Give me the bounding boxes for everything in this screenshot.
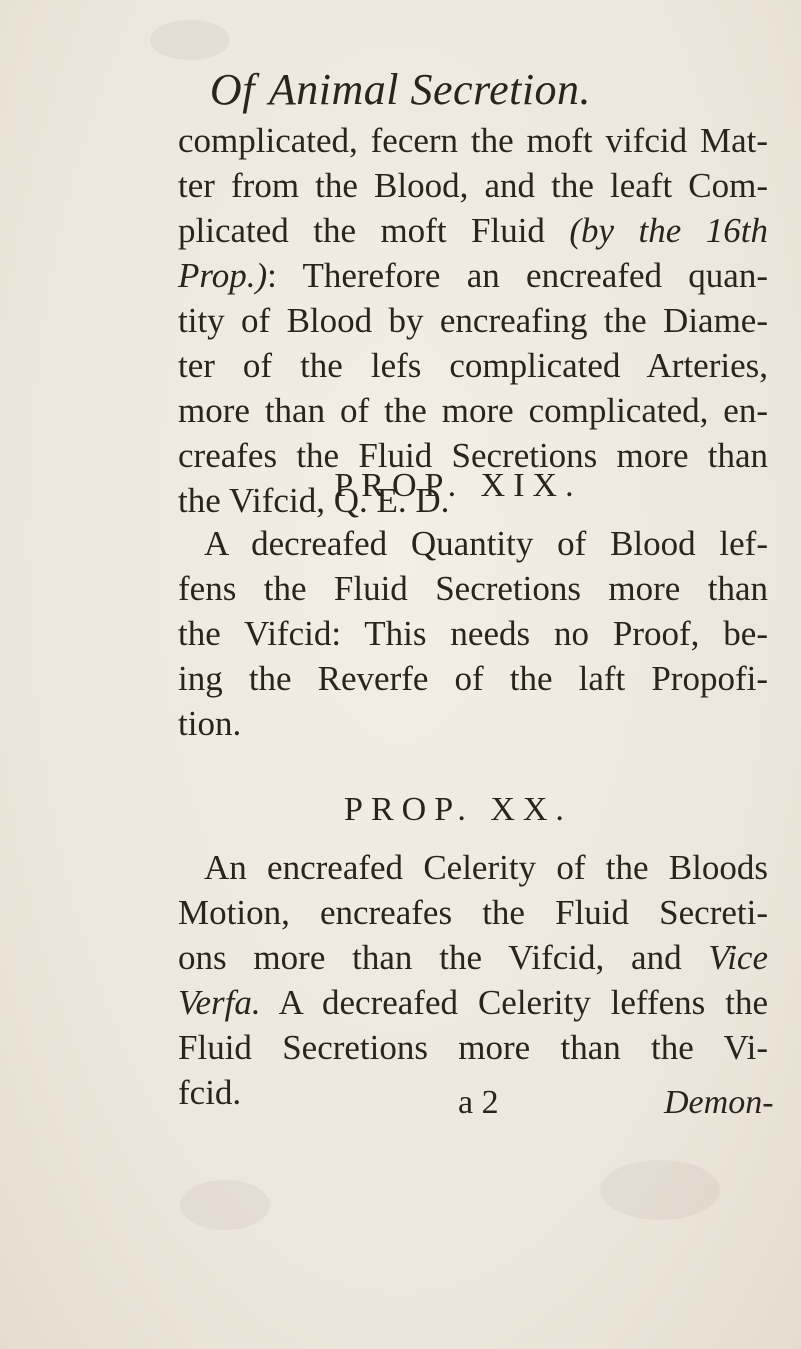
text-line: tity of Blood by encreafing the Diame- <box>178 301 768 340</box>
running-head <box>0 64 801 116</box>
italic-phrase: Verfa. <box>178 983 261 1022</box>
text-line: Fluid Secretions more than the Vi- <box>178 1028 768 1067</box>
text-line: A decreafed Quantity of Blood lef- <box>204 524 768 563</box>
running-head-title: Animal Secretion. <box>268 65 592 114</box>
text-fragment: : Therefore an encreafed quan- <box>267 256 768 295</box>
text-fragment: plicated the moft Fluid <box>178 211 570 250</box>
italic-reference: (by the 16th <box>569 211 768 250</box>
paper-stain <box>150 20 230 60</box>
text-line: complicated, fecern the moft vifcid Mat- <box>178 121 768 160</box>
text-fragment: A decreafed Celerity leffens the <box>260 983 768 1022</box>
proposition-heading-xx: PROP. XX. <box>344 791 572 828</box>
proposition-xx-text <box>178 845 768 1115</box>
text-fragment: ons more than the Vifcid, and <box>178 938 709 977</box>
paper-stain <box>600 1160 720 1220</box>
text-line: more than of the more complicated, en- <box>178 391 768 430</box>
paragraph-continuation <box>178 118 768 523</box>
page-footer <box>178 1081 774 1125</box>
proposition-xix-text <box>178 521 768 746</box>
italic-phrase: Vice <box>708 938 768 977</box>
text-line: the Vifcid, Q. E. D. <box>178 481 450 520</box>
catchword: Demon- <box>664 1084 774 1121</box>
running-head-of: Of <box>209 65 255 114</box>
text-line: ing the Reverfe of the laft Propofi- <box>178 659 768 698</box>
text-line: ter of the lefs complicated Arteries, <box>178 346 768 385</box>
text-line: tion. <box>178 704 242 743</box>
text-line: An encreafed Celerity of the Bloods <box>204 848 768 887</box>
text-line <box>178 208 768 253</box>
text-line <box>178 253 768 298</box>
text-line <box>178 980 768 1025</box>
italic-reference: Prop.) <box>178 256 268 295</box>
text-line: the Vifcid: This needs no Proof, be- <box>178 614 768 653</box>
signature-mark: a 2 <box>458 1084 499 1121</box>
text-line: creafes the Fluid Secretions more than <box>178 436 768 475</box>
proposition-heading-xix: PROP. XIX. <box>334 467 582 504</box>
paper-stain <box>180 1180 270 1230</box>
text-line: fcid. <box>178 1073 242 1112</box>
text-line: Motion, encreafes the Fluid Secreti- <box>178 893 768 932</box>
text-line <box>178 935 768 980</box>
text-line: ter from the Blood, and the leaft Com- <box>178 166 768 205</box>
text-line: fens the Fluid Secretions more than <box>178 569 768 608</box>
